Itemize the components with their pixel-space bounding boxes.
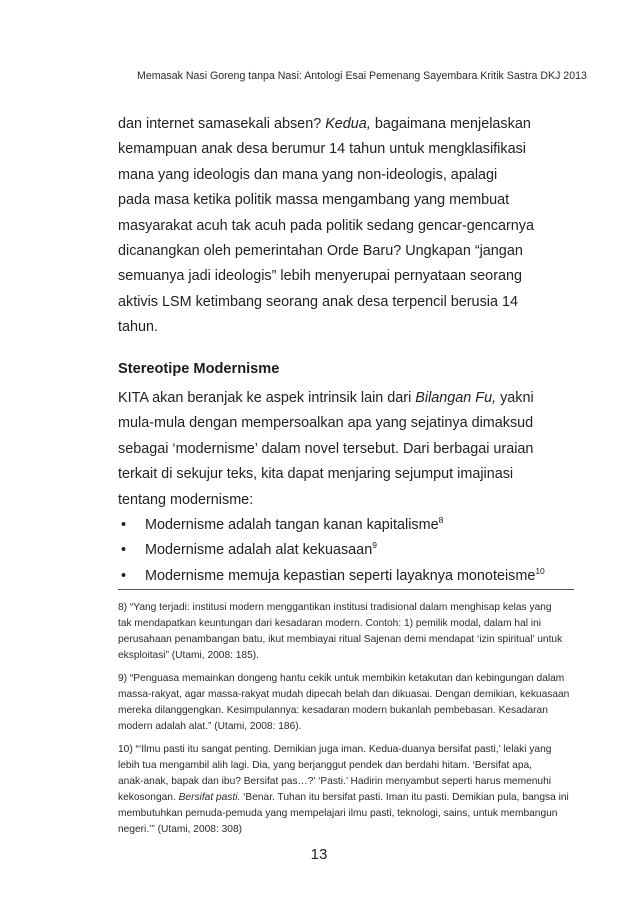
emphasis: Kedua, — [325, 116, 371, 132]
text-line: tahun. — [118, 319, 159, 336]
section-body — [118, 386, 574, 589]
bullet-symbol: • — [121, 567, 127, 584]
footnote-ref[interactable]: 9 — [372, 540, 377, 551]
text-line: semuanya jadi ideologis” lebih menyerupai pernyataan seorang — [118, 268, 522, 285]
bullet-item — [118, 538, 574, 563]
text-line: aktivis LSM ketimbang seorang anak desa terpencil berusia 14 — [118, 293, 518, 310]
bullet-symbol: • — [121, 542, 127, 559]
paragraph-continued — [118, 112, 574, 341]
footnote-divider — [118, 589, 574, 590]
bullet-text: Modernisme memuja kepastian seperti layaknya monoteisme$^{10}$ — [145, 565, 545, 584]
footnote-ref[interactable]: 10 — [535, 565, 545, 576]
text-line: pada masa ketika politik massa mengambang yang membuat — [118, 192, 510, 209]
text-line: mana yang ideologis dan mana yang non-ideologis, apalagi — [118, 166, 498, 183]
text-line: terkait di sekujur teks, kita dapat menjaring sejumput imajinasi — [118, 466, 514, 483]
text-line: dan internet samasekali absen? Kedua, bagaimana menjelaskan — [118, 116, 531, 132]
bullet-text: Modernisme adalah alat kekuasaan$^9$ — [145, 540, 377, 559]
text-line: sebagai ‘modernisme’ dalam novel tersebut. Dari berbagai uraian — [118, 440, 534, 457]
text-line: kemampuan anak desa berumur 14 tahun untuk mengklasifikasi — [118, 141, 526, 158]
text-line: mula-mula dengan mempersoalkan apa yang sejatinya dimaksud — [118, 415, 534, 432]
book-title: Bilangan Fu, — [415, 390, 497, 406]
footnote-8: 8) “Yang terjadi: institusi modern menggantikan institusi tradisional dalam menghisap kelas yang tak mendapatkan keuntungan dari kesadaran modern. Contoh: 1) pemilik modal, dalam hal ini perusahaan penambangan batu, ikut membiayai ritual Sajenan demi mendapat ‘izin spiritual’ untuk eksploitasi” (Utami, 2008: 185). — [118, 602, 563, 661]
running-header: Memasak Nasi Goreng tanpa Nasi: Antologi Esai Pemenang Sayembara Kritik Sastra DKJ 2013 — [137, 70, 587, 82]
bullet-item — [118, 513, 574, 538]
bullet-item — [118, 564, 574, 589]
section-heading: Stereotipe Modernisme — [118, 361, 280, 377]
footnote-ref[interactable]: 8 — [438, 515, 444, 526]
text-line: tentang modernisme: — [118, 491, 254, 508]
bullet-text: Modernisme adalah tangan kanan kapitalisme$^8$ — [145, 515, 444, 533]
page-number: 13 — [310, 846, 328, 863]
text-line: masyarakat acuh tak acuh pada politik sedang gencar-gencarnya — [118, 217, 534, 234]
footnotes — [118, 600, 576, 845]
text-line: KITA akan beranjak ke aspek intrinsik lain dari Bilangan Fu, yakni — [118, 390, 534, 406]
footnote-10: 10) “‘Ilmu pasti itu sangat penting. Demikian juga iman. Kedua-duanya bersifat pasti,’ lelaki yang lebih tua mengambil alih lagi. Dia, yang berjanggut pendek dan berdahi hitam. ‘Bersifat apa, anak-anak, bapak dan ibu? Bersifat pas…?’ ‘Pasti.’ Hadirin menyambut seperti harus memenuhi kekosongan. Bersifat pasti. ‘Benar. Tuhan itu bersifat pasti. Iman itu pasti. Demikian pula, bangsa ini membutuhkan pemuda-pemuda yang mempelajari ilmu pasti, teknologi, sains, untuk membangun negeri.’” (Utami, 2008: 308) — [118, 744, 569, 835]
footnote-9: 9) “Penguasa memainkan dongeng hantu cekik untuk membikin ketakutan dan kebingungan dalam massa-rakyat, agar massa-rakyat mudah dipecah belah dan dikuasai. Dengan demikian, kekuasaan mereka dilanggengkan. Kesimpulannya: kesadaran modern bukanlah pembebasan. Kesadaran modern adalah alat.” (Utami, 2008: 186). — [118, 673, 570, 732]
bullet-symbol: • — [121, 516, 127, 533]
text-line: dicanangkan oleh pemerintahan Orde Baru? Ungkapan “jangan — [118, 242, 523, 259]
